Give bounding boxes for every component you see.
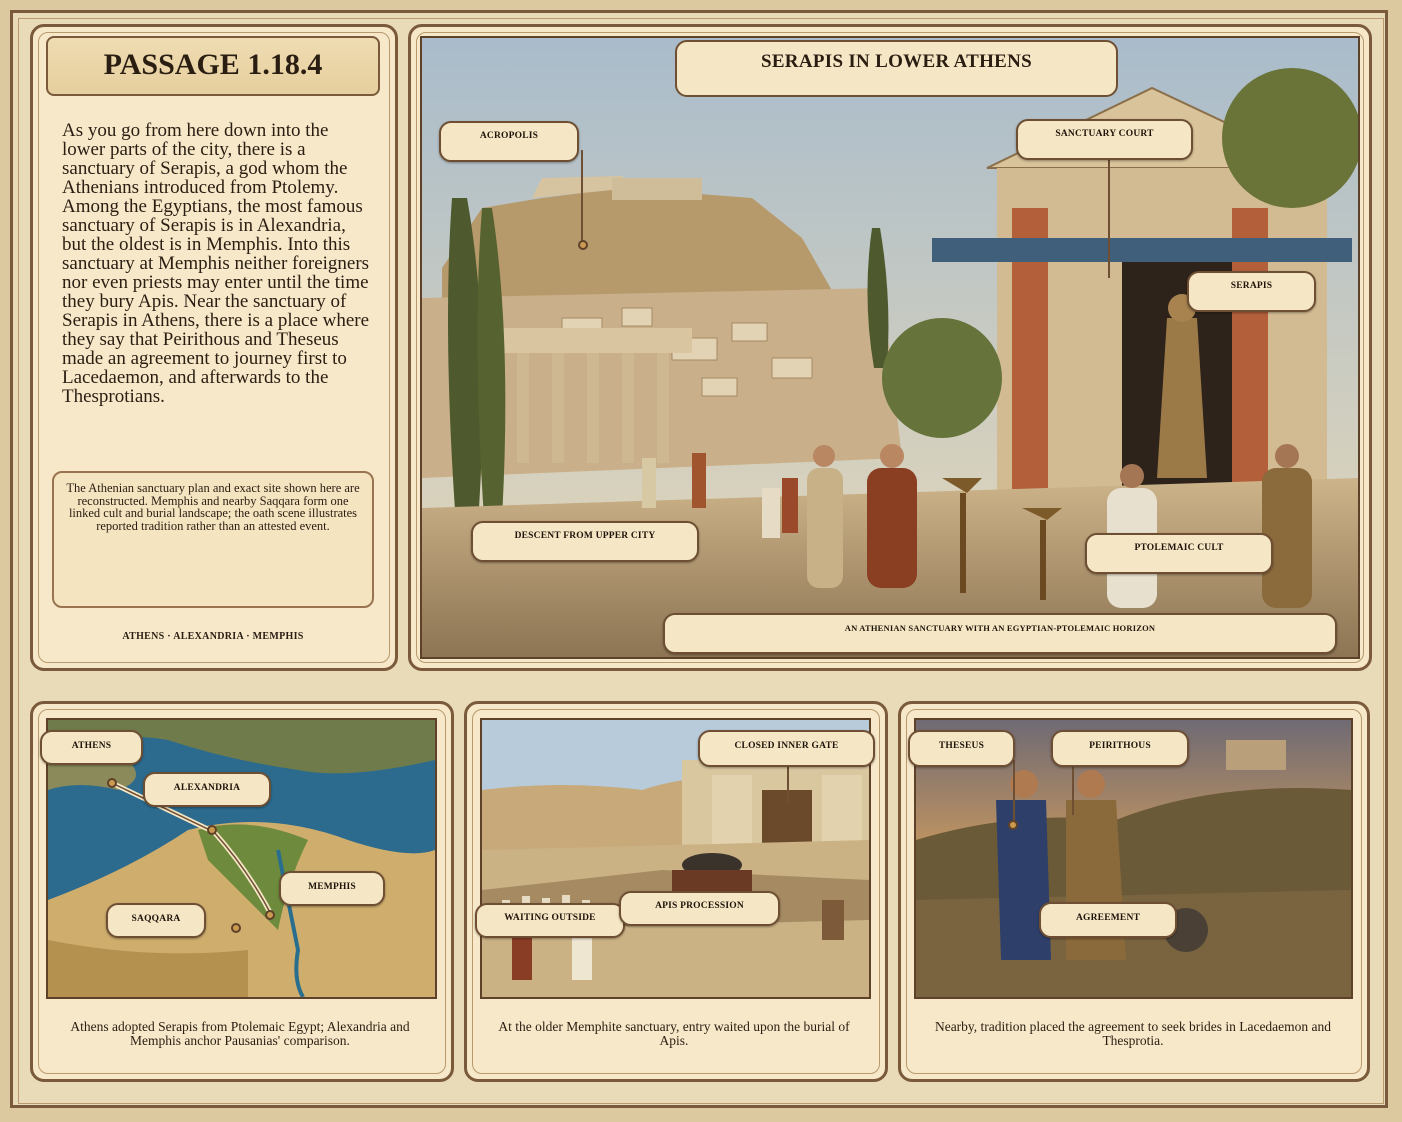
- descent-label: DESCENT FROM UPPER CITY: [471, 521, 699, 562]
- acropolis-pin: [578, 240, 588, 250]
- saqqara-label: SAQQARA: [106, 903, 206, 938]
- gate-pin-line: [787, 764, 789, 804]
- serapis-label: SERAPIS: [1187, 271, 1316, 312]
- peirithous-label: PEIRITHOUS: [1051, 730, 1189, 767]
- place-tagline: ATHENS · ALEXANDRIA · MEMPHIS: [122, 631, 304, 642]
- agreement-label: AGREEMENT: [1039, 902, 1177, 938]
- closed-gate-label: CLOSED INNER GATE: [698, 730, 875, 767]
- main-scene-footer: AN ATHENIAN SANCTUARY WITH AN EGYPTIAN-PTOLEMAIC HORIZON: [663, 613, 1337, 654]
- memphis-pin: [265, 910, 275, 920]
- waiting-outside-label: WAITING OUTSIDE: [475, 903, 625, 938]
- oath-caption: Nearby, tradition placed the agreement to seek brides in Lacedaemon and Thesprotia.: [934, 1019, 1332, 1048]
- passage-text: As you go from here down into the lower parts of the city, there is a sanctuary of Serapis, a god whom the Athenians introduced from Ptolemy. Among the Egyptians, the most famous sanctuary of Serapis is in Alexandria, but the oldest is in Memphis. Into this sanctuary at Memphis neither foreigners nor even priests may enter until the time they bury Apis. Near the sanctuary of Serapis in Athens, there is a place where they say that Peirithous and Theseus made an agreement to journey first to Lacedaemon, and afterwards to the Thesprotians.: [62, 120, 370, 407]
- theseus-label: THESEUS: [908, 730, 1015, 767]
- theseus-pin: [1008, 820, 1018, 830]
- alexandria-pin: [207, 825, 217, 835]
- acropolis-label: ACROPOLIS: [439, 121, 579, 162]
- reconstruction-note: The Athenian sanctuary plan and exact site shown here are reconstructed. Memphis and nearby Saqqara form one linked cult and burial landscape; the oath scene illustrates reported tradition rather than an attested event.: [52, 471, 374, 608]
- main-scene-title: SERAPIS IN LOWER ATHENS: [675, 40, 1118, 97]
- saqqara-pin: [231, 923, 241, 933]
- passage-title: PASSAGE 1.18.4: [46, 36, 380, 96]
- ptolemaic-cult-label: PTOLEMAIC CULT: [1085, 533, 1273, 574]
- acropolis-pin-line: [581, 150, 583, 245]
- sanctuary-court-pin-line: [1108, 158, 1110, 278]
- theseus-pin-line: [1013, 760, 1015, 828]
- sanctuary-court-label: SANCTUARY COURT: [1016, 119, 1193, 160]
- peirithous-pin-line: [1072, 760, 1074, 815]
- apis-procession-label: APIS PROCESSION: [619, 891, 780, 926]
- alexandria-label: ALEXANDRIA: [143, 772, 271, 807]
- athens-pin: [107, 778, 117, 788]
- memphis-label: MEMPHIS: [279, 871, 385, 906]
- map-caption: Athens adopted Serapis from Ptolemaic Egypt; Alexandria and Memphis anchor Pausanias' comparison.: [70, 1019, 410, 1048]
- athens-label: ATHENS: [40, 730, 143, 765]
- memphis-caption: At the older Memphite sanctuary, entry waited upon the burial of Apis.: [498, 1019, 850, 1048]
